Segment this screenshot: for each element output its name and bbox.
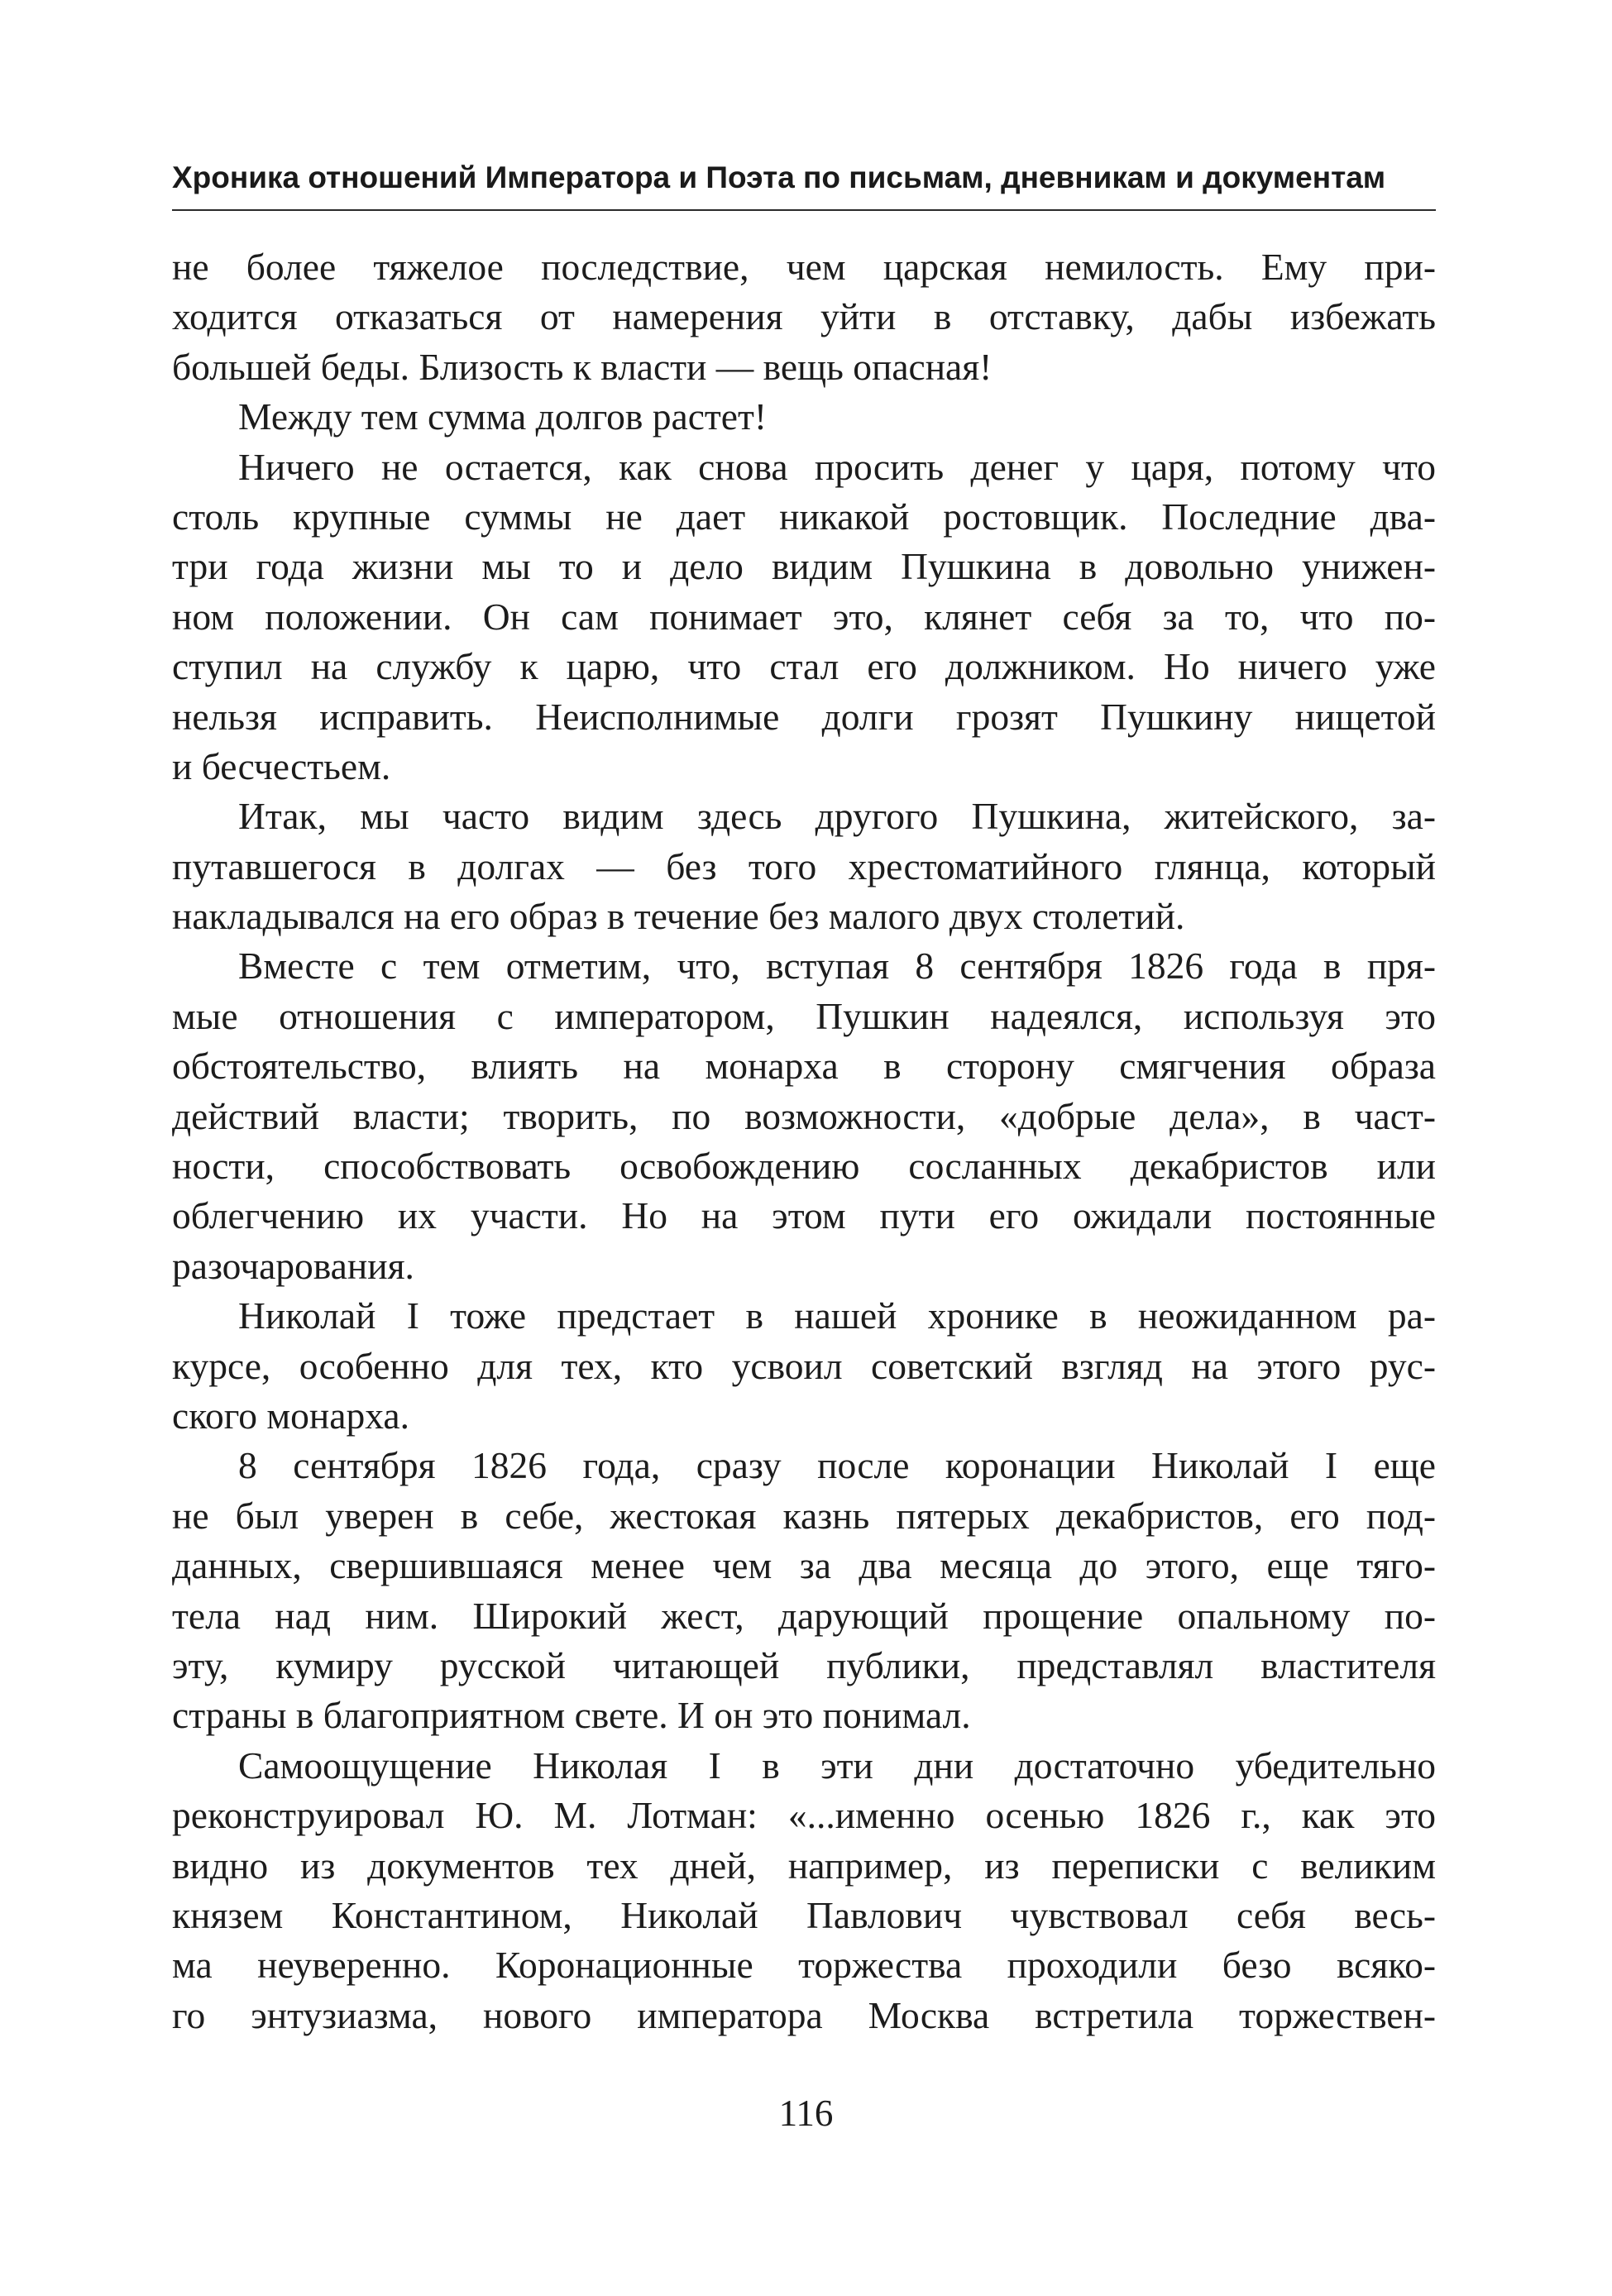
text-line: столь крупные суммы не дает никакой ростовщик. Последние два- <box>172 495 1436 538</box>
text-line: разочарования. <box>172 1244 414 1287</box>
text-line: Ничего не остается, как снова просить денег у царя, потому что <box>238 445 1436 488</box>
text-line: не был уверен в себе, жестокая казнь пятерых декабристов, его под- <box>172 1494 1436 1537</box>
text-line: ном положении. Он сам понимает это, клянет себя за то, что по- <box>172 595 1436 638</box>
text-line: действий власти; творить, по возможности, «добрые дела», в част- <box>172 1094 1436 1137</box>
header-divider <box>172 209 1436 211</box>
text-line: ского монарха. <box>172 1394 409 1437</box>
text-line: князем Константином, Николай Павлович чувствовал себя весь- <box>172 1893 1436 1936</box>
text-line: ности, способствовать освобождению сосланных декабристов или <box>172 1145 1436 1188</box>
text-line: не более тяжелое последствие, чем царская немилость. Ему при- <box>172 246 1436 288</box>
text-line: ходится отказаться от намерения уйти в отставку, дабы избежать <box>172 295 1436 338</box>
text-line: Итак, мы часто видим здесь другого Пушкина, житейского, за- <box>238 795 1436 838</box>
text-line: три года жизни мы то и дело видим Пушкина в довольно унижен- <box>172 545 1436 588</box>
text-line: Между тем сумма долгов растет! <box>238 395 767 438</box>
text-line: большей беды. Близость к власти — вещь опасная! <box>172 345 993 388</box>
text-line: эту, кумиру русской читающей публики, представлял властителя <box>172 1643 1436 1686</box>
text-line: тела над ним. Широкий жест, дарующий прощение опальному по- <box>172 1594 1436 1637</box>
text-line: Самоощущение Николая I в эти дни достаточно убедительно <box>238 1744 1436 1787</box>
text-line: ступил на службу к царю, что стал его должником. Но ничего уже <box>172 645 1436 688</box>
text-line: го энтузиазма, нового императора Москва встретила торжествен- <box>172 1993 1436 2036</box>
text-line: путавшегося в долгах — без того хрестоматийного глянца, который <box>172 844 1436 887</box>
text-line: ма неуверенно. Коронационные торжества проходили безо всяко- <box>172 1944 1436 1987</box>
text-line: 8 сентября 1826 года, сразу после коронации Николай I еще <box>238 1444 1436 1487</box>
page-number: 116 <box>778 2093 834 2134</box>
text-line: данных, свершившаяся менее чем за два месяца до этого, еще тяго- <box>172 1544 1436 1587</box>
text-line: облегчению их участи. Но на этом пути его ожидали постоянные <box>172 1194 1436 1237</box>
text-line: нельзя исправить. Неисполнимые долги грозят Пушкину нищетой <box>172 695 1436 738</box>
text-line: реконструировал Ю. М. Лотман: «...именно осенью 1826 г., как это <box>172 1794 1436 1837</box>
body-text <box>172 242 1436 2040</box>
running-header: Хроника отношений Императора и Поэта по письмам, дневникам и документам <box>172 160 1386 194</box>
text-line: мые отношения с императором, Пушкин надеялся, используя это <box>172 994 1436 1037</box>
text-line: страны в благоприятном свете. И он это понимал. <box>172 1694 971 1737</box>
text-line: обстоятельство, влиять на монарха в сторону смягчения образа <box>172 1045 1436 1088</box>
text-line: курсе, особенно для тех, кто усвоил советский взгляд на этого рус- <box>172 1344 1436 1387</box>
text-line: накладывался на его образ в течение без малого двух столетий. <box>172 895 1185 938</box>
text-line: Вместе с тем отметим, что, вступая 8 сентября 1826 года в пря- <box>238 945 1436 988</box>
text-line: и бесчестьем. <box>172 744 391 787</box>
text-line: Николай I тоже предстает в нашей хронике в неожиданном ра- <box>238 1294 1436 1337</box>
text-line: видно из документов тех дней, например, из переписки с великим <box>172 1844 1436 1887</box>
